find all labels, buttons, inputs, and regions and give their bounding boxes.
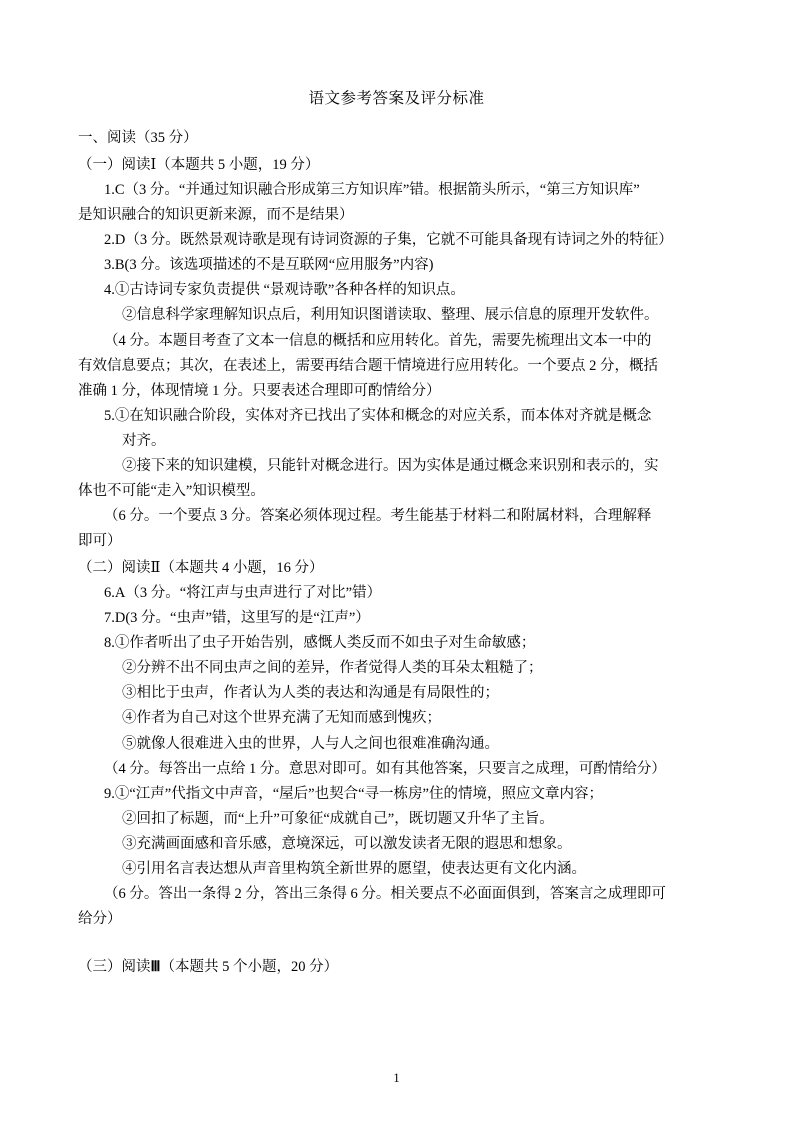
subsection-heading-emphasis: Ⅲ [150, 959, 161, 975]
answer-line: 5.①在知识融合阶段，实体对齐已找出了实体和概念的对应关系，而本体对齐就是概念 [104, 407, 652, 424]
subsection-heading-prefix: （三）阅读 [78, 959, 151, 975]
answer-line: （6 分。答出一条得 2 分，答出三条得 6 分。相关要点不必面面俱到，答案言之成理即可 [104, 885, 666, 902]
answer-line: 9.①“江声”代指文中声音，“屋后”也契合“寻一栋房”住的情境，照应文章内容； [104, 785, 603, 802]
spacer [78, 932, 715, 942]
answer-line: 对齐。 [122, 432, 166, 449]
answer-line: ②信息科学家理解知识点后，利用知识图谱读取、整理、展示信息的原理开发软件。 [122, 307, 659, 324]
answer-line: ②接下来的知识建模，只能针对概念进行。因为实体是通过概念来识别和表示的，实 [122, 457, 659, 474]
answer-line: 6.A（3 分。“将江声与虫声进行了对比”错） [104, 585, 382, 602]
answer-line: 有效信息要点；其次，在表述上，需要再结合题干情境进行应用转化。一个要点 2 分，概括 [78, 357, 658, 374]
answer-line: 即可） [78, 533, 122, 549]
answer-line: （4 分。每答出一点给 1 分。意思对即可。如有其他答案，只要言之成理，可酌情给分） [104, 760, 666, 777]
subsection-heading-suffix: （本题共 5 个小题，20 分） [160, 959, 339, 975]
answer-line: 准确 1 分，体现情境 1 分。只要表述合理即可酌情给分） [78, 382, 441, 399]
answer-line: 2.D（3 分。既然景观诗歌是现有诗词资源的子集，它就不可能具备现有诗词之外的特征） [104, 232, 673, 249]
answer-line: ⑤就像人很难进入虫的世界，人与人之间也很难准确沟通。 [122, 735, 499, 752]
spacer [78, 942, 715, 952]
answer-line: （4 分。本题目考查了文本一信息的概括和应用转化。首先，需要先梳理出文本一中的 [104, 332, 652, 349]
answer-line: ④作者为自己对这个世界充满了无知而感到愧疚； [122, 710, 441, 727]
answer-line: 1.C（3 分。“并通过知识融合形成第三方知识库”错。根据箭头所示，“第三方知识库” [104, 182, 640, 199]
subsection-heading-1-2: （二）阅读Ⅱ（本题共 4 小题，16 分） [78, 560, 324, 577]
answer-line: ②分辨不出不同虫声之间的差异，作者觉得人类的耳朵太粗糙了； [122, 660, 543, 677]
page-title: 语文参考答案及评分标准 [308, 90, 485, 107]
answer-line: 7.D(3 分。“虫声”错，这里写的是“江声”） [104, 610, 370, 627]
answer-line: 8.①作者听出了虫子开始告别，感慨人类反而不如虫子对生命敏感； [104, 635, 536, 652]
page-number: 1 [393, 1071, 400, 1085]
answer-line: ②回扣了标题，而“上升”可象征“成就自己”，既切题又升华了主旨。 [122, 810, 554, 827]
answer-line: 给分） [78, 910, 122, 927]
answer-line: 3.B(3 分。该选项描述的不是互联网“应用服务”内容) [104, 257, 434, 274]
answer-line: ④引用名言表达想从声音里构筑全新世界的愿望，使表达更有文化内涵。 [122, 860, 586, 877]
answer-line: 是知识融合的知识更新来源，而不是结果） [78, 207, 354, 224]
answer-line: ③充满画面感和音乐感，意境深远，可以激发读者无限的遐思和想象。 [122, 835, 572, 852]
answer-line: ③相比于虫声，作者认为人类的表达和沟通是有局限性的； [122, 685, 499, 702]
answer-line: 4.①古诗词专家负责提供 “景观诗歌”各种各样的知识点。 [104, 282, 465, 299]
answer-line: （6 分。一个要点 3 分。答案必须体现过程。考生能基于材料二和附属材料，合理解释 [104, 507, 652, 524]
subsection-heading-1-3 [78, 955, 715, 979]
answer-line: 体也不可能“走入”知识模型。 [78, 482, 265, 499]
section-heading-1: 一、阅读（35 分） [78, 130, 198, 146]
subsection-heading-1-1: （一）阅读Ⅰ（本题共 5 小题，19 分） [78, 157, 320, 174]
